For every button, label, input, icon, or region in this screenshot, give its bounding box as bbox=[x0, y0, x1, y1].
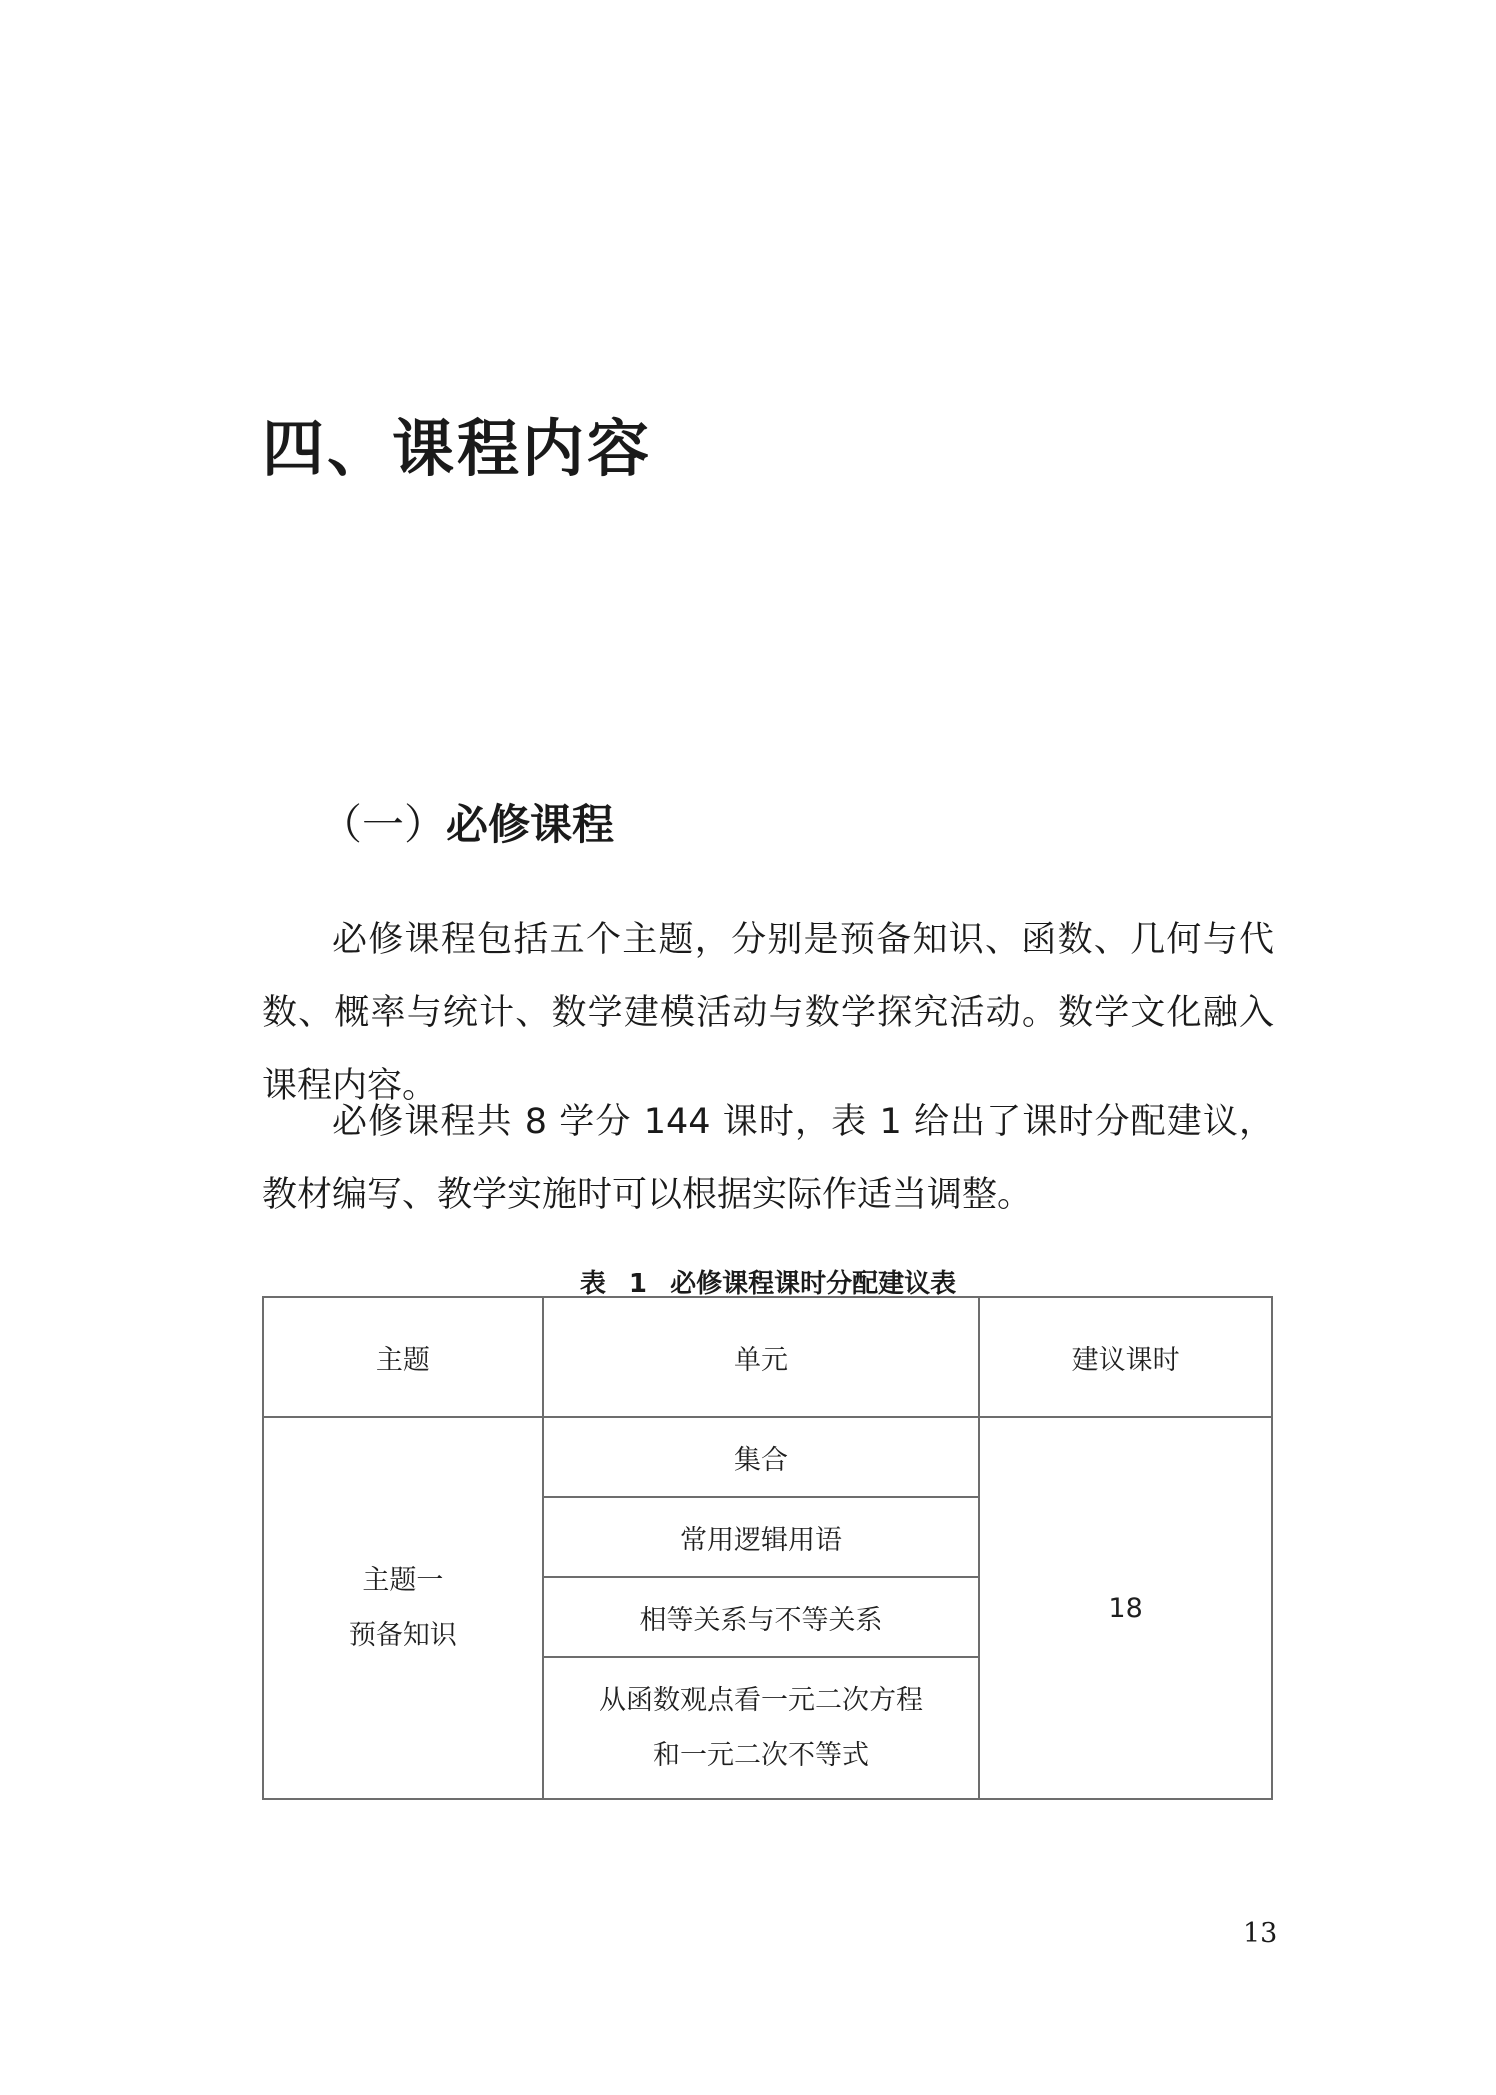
unit-cell: 常用逻辑用语 bbox=[543, 1497, 979, 1577]
table-caption-label: 表 1 bbox=[579, 1269, 648, 1299]
paragraph-credits-hours: 必修课程共 8 学分 144 课时，表 1 给出了课时分配建议，教材编写、教学实施时可以根据实际作适当调整。 bbox=[262, 1102, 1274, 1215]
header-topic: 主题 bbox=[263, 1297, 543, 1417]
header-unit: 单元 bbox=[543, 1297, 979, 1417]
table-caption bbox=[262, 1271, 1274, 1297]
page-number: 13 bbox=[1243, 1918, 1278, 1949]
table-caption-title: 必修课程课时分配建议表 bbox=[670, 1269, 957, 1299]
unit-line: 从函数观点看一元二次方程 bbox=[599, 1685, 923, 1716]
hours-cell: 18 bbox=[979, 1417, 1272, 1799]
table-row bbox=[263, 1417, 1272, 1497]
paragraph-required-topics: 必修课程包括五个主题，分别是预备知识、函数、几何与代数、概率与统计、数学建模活动与数学探究活动。数学文化融入课程内容。 bbox=[262, 920, 1274, 1106]
chapter-title: 四、课程内容 bbox=[262, 412, 653, 485]
topic-number: 主题一 bbox=[362, 1565, 444, 1596]
section-heading bbox=[320, 800, 615, 849]
unit-cell bbox=[543, 1657, 979, 1799]
section-title: 必修课程 bbox=[446, 800, 615, 849]
unit-cell: 相等关系与不等关系 bbox=[543, 1577, 979, 1657]
header-hours: 建议课时 bbox=[979, 1297, 1272, 1417]
unit-line: 和一元二次不等式 bbox=[653, 1740, 869, 1771]
section-number: （一） bbox=[320, 800, 447, 849]
topic-cell bbox=[263, 1417, 543, 1799]
course-hours-table bbox=[262, 1296, 1273, 1800]
unit-cell: 集合 bbox=[543, 1417, 979, 1497]
table-header-row bbox=[263, 1297, 1272, 1417]
topic-name: 预备知识 bbox=[348, 1620, 457, 1651]
